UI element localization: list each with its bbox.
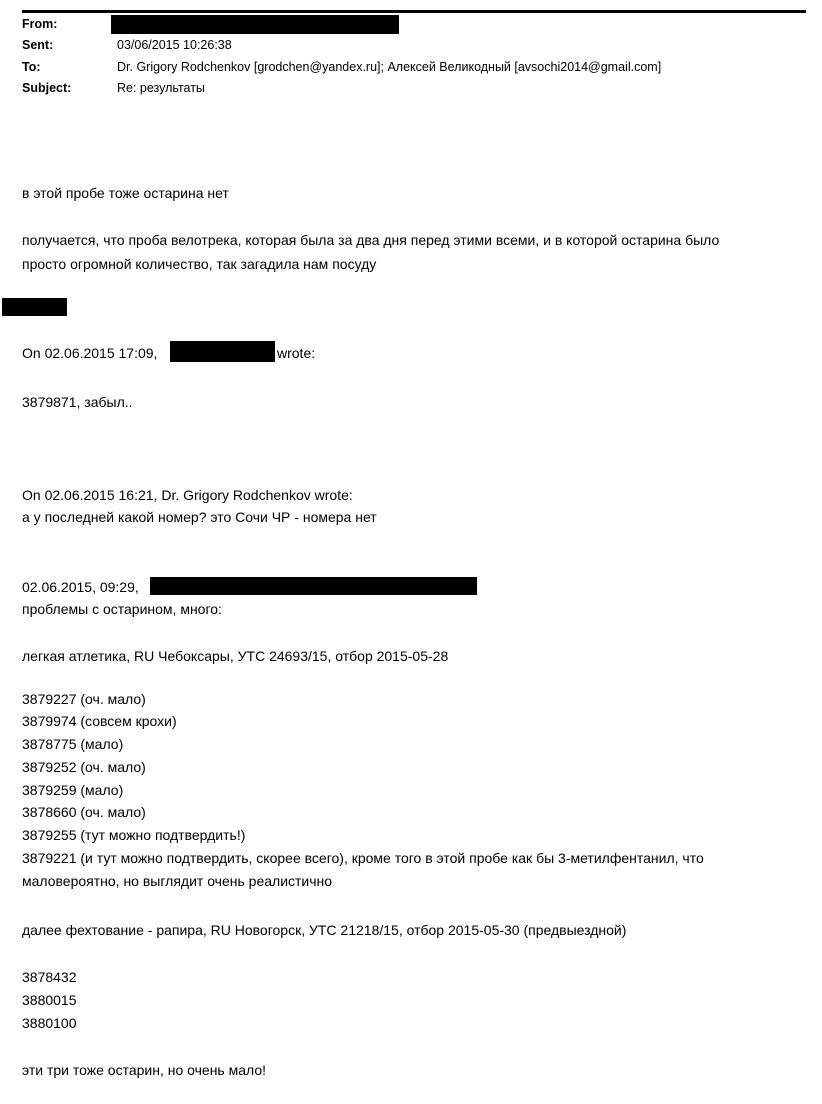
from-label: From: bbox=[22, 17, 58, 31]
list-item: 3879259 (мало) bbox=[22, 782, 124, 798]
to-value: Dr. Grigory Rodchenkov [grodchen@yandex.ru]; Алексей Великодный [avsochi2014@gmail.com] bbox=[117, 60, 662, 74]
redacted-quote-3-sender bbox=[150, 577, 477, 595]
quote-1-text: 3879871, забыл.. bbox=[22, 394, 133, 410]
list-item: 3879974 (совсем крохи) bbox=[22, 713, 177, 729]
quote-3-prefix: 02.06.2015, 09:29, bbox=[22, 579, 139, 595]
list-item: 3880015 bbox=[22, 992, 77, 1008]
to-label: To: bbox=[22, 60, 41, 74]
sent-label: Sent: bbox=[22, 38, 54, 52]
body-paragraph-1: в этой пробе тоже остарина нет bbox=[22, 185, 229, 201]
quote-3-intro: проблемы с остарином, много: bbox=[22, 601, 222, 617]
header-rule bbox=[22, 10, 806, 13]
list-item: 3879255 (тут можно подтвердить!) bbox=[22, 827, 246, 843]
body-paragraph-2-line-1: получается, что проба велотрека, которая была за два дня перед этими всеми, и в которой остарина было bbox=[22, 232, 720, 248]
body-paragraph-2-line-2: просто огромной количество, так загадила нам посуду bbox=[22, 256, 377, 272]
subject-label: Subject: bbox=[22, 81, 72, 95]
list-item: 3878775 (мало) bbox=[22, 736, 124, 752]
list-item: 3880100 bbox=[22, 1015, 77, 1031]
list-item: 3878660 (оч. мало) bbox=[22, 804, 146, 820]
list-item: 3879221 (и тут можно подтвердить, скорее всего), кроме того в этой пробе как бы 3-метилфентанил, что bbox=[22, 850, 704, 866]
redacted-signature bbox=[2, 298, 67, 316]
quote-2-text: а у последней какой номер? это Сочи ЧР - номера нет bbox=[22, 509, 377, 525]
redacted-sender bbox=[111, 15, 399, 34]
quote-1-suffix: wrote: bbox=[277, 345, 316, 361]
sent-value: 03/06/2015 10:26:38 bbox=[117, 38, 232, 52]
list-item-continuation: маловероятно, но выглядит очень реалистично bbox=[22, 873, 333, 889]
list-item: 3879252 (оч. мало) bbox=[22, 759, 146, 775]
quote-1-prefix: On 02.06.2015 17:09, bbox=[22, 345, 158, 361]
closing-text: эти три тоже остарин, но очень мало! bbox=[22, 1062, 267, 1078]
list-item: 3878432 bbox=[22, 969, 77, 985]
section-1-title: легкая атлетика, RU Чебоксары, УТС 24693/15, отбор 2015-05-28 bbox=[22, 648, 449, 664]
list-item: 3879227 (оч. мало) bbox=[22, 691, 146, 707]
section-2-title: далее фехтование - рапира, RU Новогорск, УТС 21218/15, отбор 2015-05-30 (предвыездной) bbox=[22, 922, 627, 938]
redacted-quote-1-sender bbox=[170, 341, 275, 362]
subject-value: Re: результаты bbox=[117, 81, 205, 95]
quote-2-header: On 02.06.2015 16:21, Dr. Grigory Rodchenkov wrote: bbox=[22, 487, 353, 503]
